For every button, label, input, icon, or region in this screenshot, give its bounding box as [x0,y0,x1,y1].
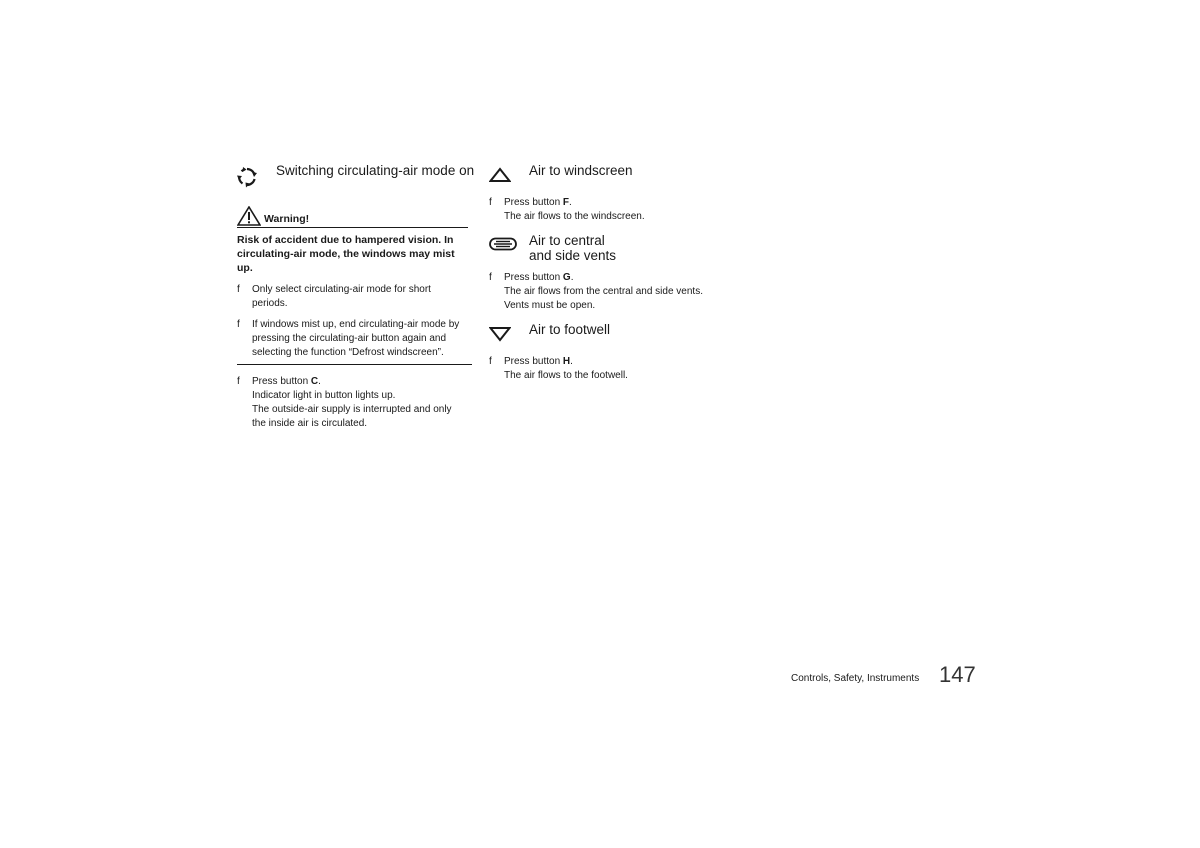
step-press-button-f: Press button F. The air flows to the windscreen. [504,197,645,222]
central-side-vents-icon [489,237,517,251]
step-press-button-h: Press button H. The air flows to the footwell. [504,356,628,381]
section-heading-central-side-vents: Air to central and side vents [529,233,617,263]
step-press-button-c: Press button C. Indicator light in button lights up. The outside-air supply is interrupted and only the inside air is circulated. [252,376,452,429]
circulating-air-icon [236,166,258,188]
button-letter: C [310,376,319,387]
button-letter: F [562,197,570,208]
section-heading-windscreen: Air to windscreen [529,163,633,178]
bullet-mark: f [237,284,240,295]
windscreen-air-icon [489,167,511,183]
section-heading-circulating-air: Switching circulating-air mode on [276,163,475,178]
page-number: 147 [939,662,976,687]
bullet-mark: f [489,356,492,367]
warning-bullet-text: If windows mist up, end circulating-air mode by pressing the circulating-air button again and selecting the function “Defrost windscreen”. [252,319,460,358]
button-letter: G [562,272,571,283]
warning-title: Warning! [264,213,310,225]
section-heading-footwell: Air to footwell [529,322,611,337]
bullet-mark: f [489,197,492,208]
warning-triangle-icon [237,206,261,226]
warning-lead: Risk of accident due to hampered vision. In circulating-air mode, the windows may mist up. [237,234,455,274]
warning-bottom-rule [237,364,472,365]
bullet-mark: f [489,272,492,283]
footer-section-label: Controls, Safety, Instruments [791,673,920,684]
warning-bullet-text: Only select circulating-air mode for short periods. [252,284,431,309]
bullet-mark: f [237,319,240,330]
footwell-air-icon [489,326,511,342]
step-press-button-g: Press button G. The air flows from the central and side vents. Vents must be open. [504,272,703,311]
button-letter: H [562,356,571,367]
warning-top-rule [237,227,468,228]
bullet-mark: f [237,376,240,387]
